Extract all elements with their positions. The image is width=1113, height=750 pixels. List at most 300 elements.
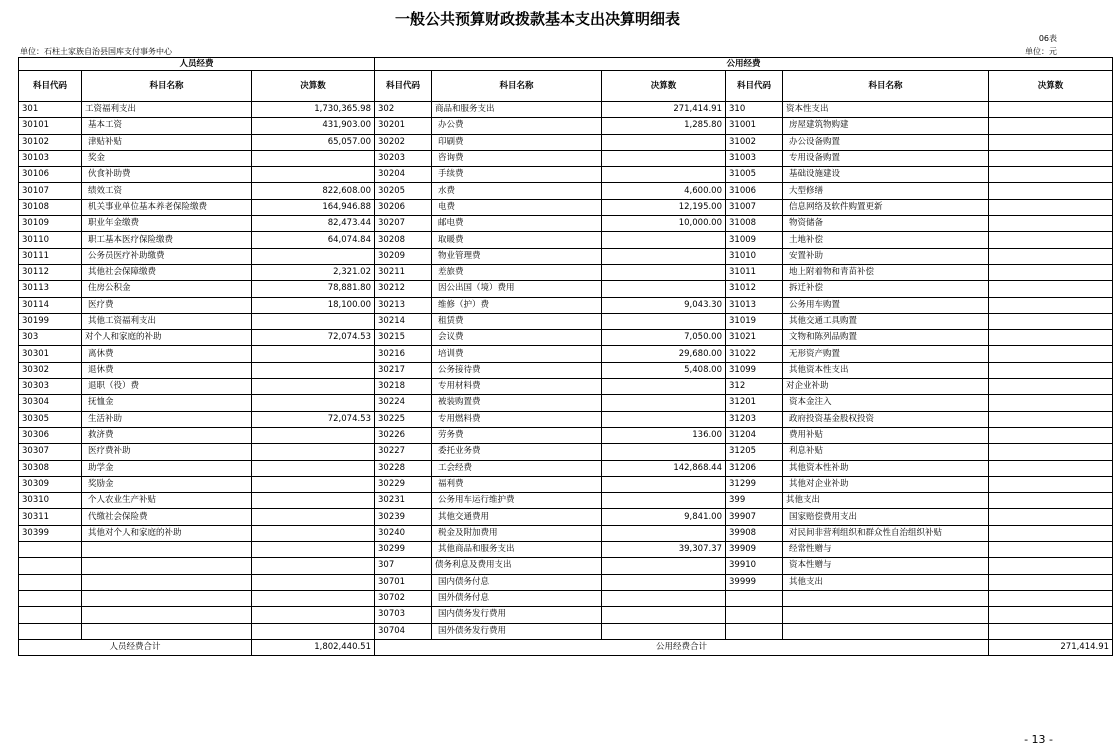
public-b-amount-cell xyxy=(989,590,1113,606)
header-name: 科目名称 xyxy=(82,71,252,102)
public-a-code-cell: 30702 xyxy=(375,590,432,606)
table-row xyxy=(19,134,1113,150)
personnel-code-cell: 30199 xyxy=(19,313,82,329)
personnel-amount-cell xyxy=(252,395,375,411)
personnel-code-cell: 30102 xyxy=(19,134,82,150)
public-a-name-cell: 培训费 xyxy=(432,346,602,362)
public-b-name-cell: 经常性赠与 xyxy=(783,542,989,558)
table-row xyxy=(19,183,1113,199)
public-a-amount-cell: 39,307.37 xyxy=(602,542,726,558)
personnel-total-value: 1,802,440.51 xyxy=(252,639,375,655)
public-a-amount-cell: 7,050.00 xyxy=(602,330,726,346)
public-b-name-cell: 资本金注入 xyxy=(783,395,989,411)
public-b-code-cell: 31002 xyxy=(726,134,783,150)
public-b-amount-cell xyxy=(989,232,1113,248)
table-row xyxy=(19,118,1113,134)
public-b-amount-cell xyxy=(989,118,1113,134)
public-a-name-cell: 其他商品和服务支出 xyxy=(432,542,602,558)
personnel-code-cell xyxy=(19,590,82,606)
public-a-code-cell: 30231 xyxy=(375,493,432,509)
table-row xyxy=(19,607,1113,623)
personnel-name-cell: 抚恤金 xyxy=(82,395,252,411)
personnel-name-cell: 退职（役）费 xyxy=(82,379,252,395)
public-a-amount-cell xyxy=(602,248,726,264)
personnel-code-cell: 30112 xyxy=(19,264,82,280)
public-a-amount-cell xyxy=(602,232,726,248)
personnel-code-cell: 30304 xyxy=(19,395,82,411)
public-b-amount-cell xyxy=(989,297,1113,313)
public-a-code-cell: 30212 xyxy=(375,281,432,297)
public-a-code-cell: 30215 xyxy=(375,330,432,346)
public-b-name-cell: 文物和陈列品购置 xyxy=(783,330,989,346)
public-a-code-cell: 30211 xyxy=(375,264,432,280)
personnel-amount-cell: 64,074.84 xyxy=(252,232,375,248)
header-amount: 决算数 xyxy=(602,71,726,102)
public-b-name-cell: 对企业补助 xyxy=(783,379,989,395)
personnel-code-cell xyxy=(19,623,82,639)
table-row xyxy=(19,411,1113,427)
public-b-name-cell: 房屋建筑物购建 xyxy=(783,118,989,134)
public-b-code-cell: 39908 xyxy=(726,525,783,541)
public-a-name-cell: 手续费 xyxy=(432,167,602,183)
public-b-amount-cell xyxy=(989,281,1113,297)
personnel-code-cell: 30311 xyxy=(19,509,82,525)
public-a-code-cell: 30226 xyxy=(375,427,432,443)
public-b-name-cell: 对民间非营利组织和群众性自治组织补贴 xyxy=(783,525,989,541)
public-b-name-cell: 其他资本性支出 xyxy=(783,362,989,378)
totals-row xyxy=(19,639,1113,655)
table-row xyxy=(19,509,1113,525)
public-a-amount-cell: 4,600.00 xyxy=(602,183,726,199)
personnel-amount-cell xyxy=(252,362,375,378)
public-b-name-cell: 政府投资基金股权投资 xyxy=(783,411,989,427)
public-b-amount-cell xyxy=(989,574,1113,590)
table-row xyxy=(19,248,1113,264)
public-b-name-cell: 大型修缮 xyxy=(783,183,989,199)
table-row xyxy=(19,199,1113,215)
personnel-name-cell xyxy=(82,558,252,574)
public-b-name-cell: 资本性支出 xyxy=(783,102,989,118)
public-b-code-cell: 31206 xyxy=(726,460,783,476)
public-b-amount-cell xyxy=(989,395,1113,411)
public-a-amount-cell xyxy=(602,395,726,411)
table-row xyxy=(19,427,1113,443)
personnel-name-cell: 个人农业生产补贴 xyxy=(82,493,252,509)
public-b-amount-cell xyxy=(989,330,1113,346)
personnel-name-cell xyxy=(82,607,252,623)
public-b-code-cell xyxy=(726,607,783,623)
personnel-code-cell: 30110 xyxy=(19,232,82,248)
public-b-amount-cell xyxy=(989,623,1113,639)
public-b-code-cell: 31204 xyxy=(726,427,783,443)
public-a-code-cell: 30216 xyxy=(375,346,432,362)
public-a-amount-cell: 29,680.00 xyxy=(602,346,726,362)
public-a-name-cell: 国外债务付息 xyxy=(432,590,602,606)
public-b-code-cell: 31010 xyxy=(726,248,783,264)
personnel-name-cell: 对个人和家庭的补助 xyxy=(82,330,252,346)
public-b-code-cell: 31099 xyxy=(726,362,783,378)
public-a-code-cell: 30205 xyxy=(375,183,432,199)
public-a-name-cell: 国内债务付息 xyxy=(432,574,602,590)
personnel-name-cell: 公务员医疗补助缴费 xyxy=(82,248,252,264)
public-b-name-cell xyxy=(783,623,989,639)
public-b-code-cell: 31005 xyxy=(726,167,783,183)
public-b-code-cell: 31001 xyxy=(726,118,783,134)
public-a-code-cell: 30218 xyxy=(375,379,432,395)
public-b-name-cell xyxy=(783,607,989,623)
public-b-amount-cell xyxy=(989,264,1113,280)
personnel-name-cell: 生活补助 xyxy=(82,411,252,427)
public-a-code-cell: 30225 xyxy=(375,411,432,427)
public-a-name-cell: 公务接待费 xyxy=(432,362,602,378)
public-a-amount-cell xyxy=(602,167,726,183)
personnel-code-cell: 30302 xyxy=(19,362,82,378)
header-amount: 决算数 xyxy=(989,71,1113,102)
table-row xyxy=(19,150,1113,166)
public-a-name-cell: 国内债务发行费用 xyxy=(432,607,602,623)
table-row xyxy=(19,558,1113,574)
public-a-amount-cell: 12,195.00 xyxy=(602,199,726,215)
public-a-code-cell: 30206 xyxy=(375,199,432,215)
personnel-amount-cell: 72,074.53 xyxy=(252,411,375,427)
personnel-amount-cell xyxy=(252,346,375,362)
public-b-amount-cell xyxy=(989,362,1113,378)
public-a-code-cell: 30229 xyxy=(375,476,432,492)
public-a-name-cell: 委托业务费 xyxy=(432,444,602,460)
personnel-amount-cell: 18,100.00 xyxy=(252,297,375,313)
public-a-name-cell: 邮电费 xyxy=(432,216,602,232)
public-b-name-cell: 信息网络及软件购置更新 xyxy=(783,199,989,215)
public-a-amount-cell xyxy=(602,264,726,280)
public-a-name-cell: 印刷费 xyxy=(432,134,602,150)
public-b-name-cell: 利息补贴 xyxy=(783,444,989,460)
currency-unit: 单位：元 xyxy=(1025,47,1057,56)
public-a-name-cell: 因公出国（境）费用 xyxy=(432,281,602,297)
public-b-amount-cell xyxy=(989,607,1113,623)
public-a-name-cell: 办公费 xyxy=(432,118,602,134)
public-b-amount-cell xyxy=(989,427,1113,443)
public-a-amount-cell: 5,408.00 xyxy=(602,362,726,378)
table-row xyxy=(19,362,1113,378)
personnel-name-cell: 奖金 xyxy=(82,150,252,166)
table-row xyxy=(19,232,1113,248)
table-row xyxy=(19,444,1113,460)
public-b-name-cell: 土地补偿 xyxy=(783,232,989,248)
public-b-name-cell xyxy=(783,590,989,606)
public-a-code-cell: 307 xyxy=(375,558,432,574)
personnel-amount-cell: 431,903.00 xyxy=(252,118,375,134)
personnel-amount-cell: 2,321.02 xyxy=(252,264,375,280)
public-a-name-cell: 租赁费 xyxy=(432,313,602,329)
personnel-name-cell xyxy=(82,574,252,590)
personnel-name-cell: 退休费 xyxy=(82,362,252,378)
public-a-name-cell: 专用燃料费 xyxy=(432,411,602,427)
personnel-code-cell: 30303 xyxy=(19,379,82,395)
personnel-name-cell: 离休费 xyxy=(82,346,252,362)
personnel-name-cell: 奖励金 xyxy=(82,476,252,492)
public-a-code-cell: 30209 xyxy=(375,248,432,264)
personnel-code-cell: 30103 xyxy=(19,150,82,166)
personnel-amount-cell xyxy=(252,150,375,166)
public-a-code-cell: 30217 xyxy=(375,362,432,378)
public-a-amount-cell: 1,285.80 xyxy=(602,118,726,134)
table-row xyxy=(19,395,1113,411)
public-a-amount-cell xyxy=(602,281,726,297)
public-b-amount-cell xyxy=(989,150,1113,166)
personnel-amount-cell xyxy=(252,558,375,574)
public-b-code-cell: 31205 xyxy=(726,444,783,460)
public-a-amount-cell xyxy=(602,379,726,395)
public-total-label: 公用经费合计 xyxy=(375,639,989,655)
public-a-name-cell: 被装购置费 xyxy=(432,395,602,411)
public-a-amount-cell: 271,414.91 xyxy=(602,102,726,118)
public-b-amount-cell xyxy=(989,493,1113,509)
public-b-code-cell: 399 xyxy=(726,493,783,509)
public-a-name-cell: 维修（护）费 xyxy=(432,297,602,313)
personnel-amount-cell: 78,881.80 xyxy=(252,281,375,297)
personnel-amount-cell xyxy=(252,167,375,183)
public-a-name-cell: 商品和服务支出 xyxy=(432,102,602,118)
public-a-name-cell: 债务利息及费用支出 xyxy=(432,558,602,574)
public-a-name-cell: 劳务费 xyxy=(432,427,602,443)
public-b-name-cell: 其他资本性补助 xyxy=(783,460,989,476)
public-b-amount-cell xyxy=(989,379,1113,395)
public-a-amount-cell xyxy=(602,574,726,590)
header-code: 科目代码 xyxy=(726,71,783,102)
table-row xyxy=(19,167,1113,183)
public-b-name-cell: 其他交通工具购置 xyxy=(783,313,989,329)
public-a-code-cell: 30202 xyxy=(375,134,432,150)
public-b-amount-cell xyxy=(989,558,1113,574)
group-personnel: 人员经费 xyxy=(19,58,375,71)
personnel-name-cell: 工资福利支出 xyxy=(82,102,252,118)
public-a-name-cell: 差旅费 xyxy=(432,264,602,280)
public-b-code-cell: 39910 xyxy=(726,558,783,574)
public-b-amount-cell xyxy=(989,444,1113,460)
public-a-code-cell: 30203 xyxy=(375,150,432,166)
public-a-amount-cell xyxy=(602,525,726,541)
public-a-amount-cell xyxy=(602,150,726,166)
public-b-code-cell: 39909 xyxy=(726,542,783,558)
public-a-amount-cell xyxy=(602,590,726,606)
public-b-code-cell: 31013 xyxy=(726,297,783,313)
personnel-amount-cell xyxy=(252,542,375,558)
personnel-name-cell: 其他社会保障缴费 xyxy=(82,264,252,280)
personnel-code-cell: 30108 xyxy=(19,199,82,215)
table-row xyxy=(19,476,1113,492)
personnel-amount-cell: 72,074.53 xyxy=(252,330,375,346)
public-b-code-cell: 39907 xyxy=(726,509,783,525)
table-row xyxy=(19,346,1113,362)
personnel-code-cell: 30113 xyxy=(19,281,82,297)
personnel-name-cell: 机关事业单位基本养老保险缴费 xyxy=(82,199,252,215)
public-a-amount-cell xyxy=(602,313,726,329)
public-b-name-cell: 资本性赠与 xyxy=(783,558,989,574)
public-b-code-cell: 312 xyxy=(726,379,783,395)
personnel-amount-cell xyxy=(252,379,375,395)
table-row xyxy=(19,542,1113,558)
personnel-name-cell: 助学金 xyxy=(82,460,252,476)
personnel-amount-cell xyxy=(252,248,375,264)
personnel-code-cell: 30114 xyxy=(19,297,82,313)
public-b-name-cell: 公务用车购置 xyxy=(783,297,989,313)
public-a-code-cell: 30228 xyxy=(375,460,432,476)
public-b-amount-cell xyxy=(989,167,1113,183)
public-a-amount-cell xyxy=(602,623,726,639)
public-b-amount-cell xyxy=(989,346,1113,362)
public-b-code-cell: 31011 xyxy=(726,264,783,280)
public-b-amount-cell xyxy=(989,199,1113,215)
public-a-code-cell: 30224 xyxy=(375,395,432,411)
personnel-name-cell: 职工基本医疗保险缴费 xyxy=(82,232,252,248)
public-b-code-cell: 31007 xyxy=(726,199,783,215)
personnel-amount-cell xyxy=(252,476,375,492)
public-a-name-cell: 水费 xyxy=(432,183,602,199)
public-b-code-cell xyxy=(726,623,783,639)
personnel-name-cell xyxy=(82,590,252,606)
public-b-amount-cell xyxy=(989,411,1113,427)
public-b-name-cell: 办公设备购置 xyxy=(783,134,989,150)
public-b-amount-cell xyxy=(989,102,1113,118)
table-row xyxy=(19,102,1113,118)
public-b-code-cell: 31203 xyxy=(726,411,783,427)
form-number: 06表 xyxy=(1038,34,1057,43)
personnel-code-cell xyxy=(19,574,82,590)
public-b-code-cell: 31003 xyxy=(726,150,783,166)
public-b-name-cell: 地上附着物和青苗补偿 xyxy=(783,264,989,280)
personnel-name-cell: 医疗费补助 xyxy=(82,444,252,460)
public-b-name-cell: 无形资产购置 xyxy=(783,346,989,362)
table-body xyxy=(19,102,1113,640)
public-a-amount-cell xyxy=(602,558,726,574)
public-a-code-cell: 30239 xyxy=(375,509,432,525)
public-b-code-cell: 31299 xyxy=(726,476,783,492)
table-row xyxy=(19,264,1113,280)
public-a-code-cell: 30227 xyxy=(375,444,432,460)
personnel-code-cell: 30309 xyxy=(19,476,82,492)
personnel-amount-cell xyxy=(252,623,375,639)
public-a-amount-cell xyxy=(602,444,726,460)
table-row xyxy=(19,493,1113,509)
public-a-name-cell: 电费 xyxy=(432,199,602,215)
personnel-code-cell: 30307 xyxy=(19,444,82,460)
public-b-amount-cell xyxy=(989,313,1113,329)
public-a-amount-cell: 9,043.30 xyxy=(602,297,726,313)
personnel-amount-cell xyxy=(252,525,375,541)
personnel-amount-cell xyxy=(252,313,375,329)
personnel-code-cell: 30310 xyxy=(19,493,82,509)
public-b-name-cell: 其他支出 xyxy=(783,493,989,509)
table-row xyxy=(19,216,1113,232)
table-row xyxy=(19,590,1113,606)
header-name: 科目名称 xyxy=(432,71,602,102)
public-a-amount-cell xyxy=(602,493,726,509)
personnel-name-cell: 津贴补贴 xyxy=(82,134,252,150)
public-b-code-cell: 31022 xyxy=(726,346,783,362)
public-b-name-cell: 国家赔偿费用支出 xyxy=(783,509,989,525)
personnel-code-cell: 30399 xyxy=(19,525,82,541)
table-row xyxy=(19,297,1113,313)
table-row xyxy=(19,281,1113,297)
public-b-name-cell: 安置补助 xyxy=(783,248,989,264)
personnel-code-cell: 30306 xyxy=(19,427,82,443)
public-b-code-cell: 31012 xyxy=(726,281,783,297)
personnel-amount-cell: 65,057.00 xyxy=(252,134,375,150)
public-b-code-cell xyxy=(726,590,783,606)
personnel-name-cell xyxy=(82,623,252,639)
personnel-name-cell: 基本工资 xyxy=(82,118,252,134)
public-a-code-cell: 30208 xyxy=(375,232,432,248)
public-a-amount-cell: 136.00 xyxy=(602,427,726,443)
public-a-name-cell: 福利费 xyxy=(432,476,602,492)
public-a-code-cell: 30214 xyxy=(375,313,432,329)
public-b-amount-cell xyxy=(989,476,1113,492)
public-a-code-cell: 30704 xyxy=(375,623,432,639)
personnel-amount-cell xyxy=(252,509,375,525)
public-b-name-cell: 专用设备购置 xyxy=(783,150,989,166)
public-a-amount-cell: 10,000.00 xyxy=(602,216,726,232)
public-a-name-cell: 国外债务发行费用 xyxy=(432,623,602,639)
public-b-name-cell: 费用补贴 xyxy=(783,427,989,443)
personnel-name-cell: 救济费 xyxy=(82,427,252,443)
public-b-code-cell: 39999 xyxy=(726,574,783,590)
personnel-amount-cell xyxy=(252,493,375,509)
public-a-name-cell: 其他交通费用 xyxy=(432,509,602,525)
public-a-code-cell: 30204 xyxy=(375,167,432,183)
header-amount: 决算数 xyxy=(252,71,375,102)
public-b-name-cell: 拆迁补偿 xyxy=(783,281,989,297)
public-b-name-cell: 基础设施建设 xyxy=(783,167,989,183)
table-row xyxy=(19,330,1113,346)
table-row xyxy=(19,623,1113,639)
personnel-code-cell: 30305 xyxy=(19,411,82,427)
public-a-name-cell: 会议费 xyxy=(432,330,602,346)
personnel-name-cell: 其他工资福利支出 xyxy=(82,313,252,329)
personnel-code-cell xyxy=(19,607,82,623)
personnel-name-cell: 其他对个人和家庭的补助 xyxy=(82,525,252,541)
personnel-name-cell: 伙食补助费 xyxy=(82,167,252,183)
personnel-code-cell xyxy=(19,558,82,574)
personnel-code-cell: 30111 xyxy=(19,248,82,264)
public-a-amount-cell: 9,841.00 xyxy=(602,509,726,525)
personnel-code-cell xyxy=(19,542,82,558)
personnel-name-cell xyxy=(82,542,252,558)
public-a-code-cell: 302 xyxy=(375,102,432,118)
personnel-name-cell: 绩效工资 xyxy=(82,183,252,199)
public-b-code-cell: 310 xyxy=(726,102,783,118)
personnel-amount-cell: 82,473.44 xyxy=(252,216,375,232)
header-name: 科目名称 xyxy=(783,71,989,102)
personnel-name-cell: 住房公积金 xyxy=(82,281,252,297)
public-b-code-cell: 31021 xyxy=(726,330,783,346)
public-b-amount-cell xyxy=(989,542,1113,558)
public-b-code-cell: 31008 xyxy=(726,216,783,232)
personnel-code-cell: 30109 xyxy=(19,216,82,232)
public-b-code-cell: 31201 xyxy=(726,395,783,411)
public-a-code-cell: 30703 xyxy=(375,607,432,623)
public-a-name-cell: 专用材料费 xyxy=(432,379,602,395)
personnel-code-cell: 30106 xyxy=(19,167,82,183)
public-a-name-cell: 咨询费 xyxy=(432,150,602,166)
public-b-amount-cell xyxy=(989,216,1113,232)
reporting-unit: 单位：石柱土家族自治县国库支付事务中心 xyxy=(20,47,172,56)
public-b-amount-cell xyxy=(989,248,1113,264)
personnel-amount-cell xyxy=(252,444,375,460)
public-a-name-cell: 公务用车运行维护费 xyxy=(432,493,602,509)
public-a-code-cell: 30201 xyxy=(375,118,432,134)
personnel-amount-cell xyxy=(252,427,375,443)
public-a-code-cell: 30299 xyxy=(375,542,432,558)
